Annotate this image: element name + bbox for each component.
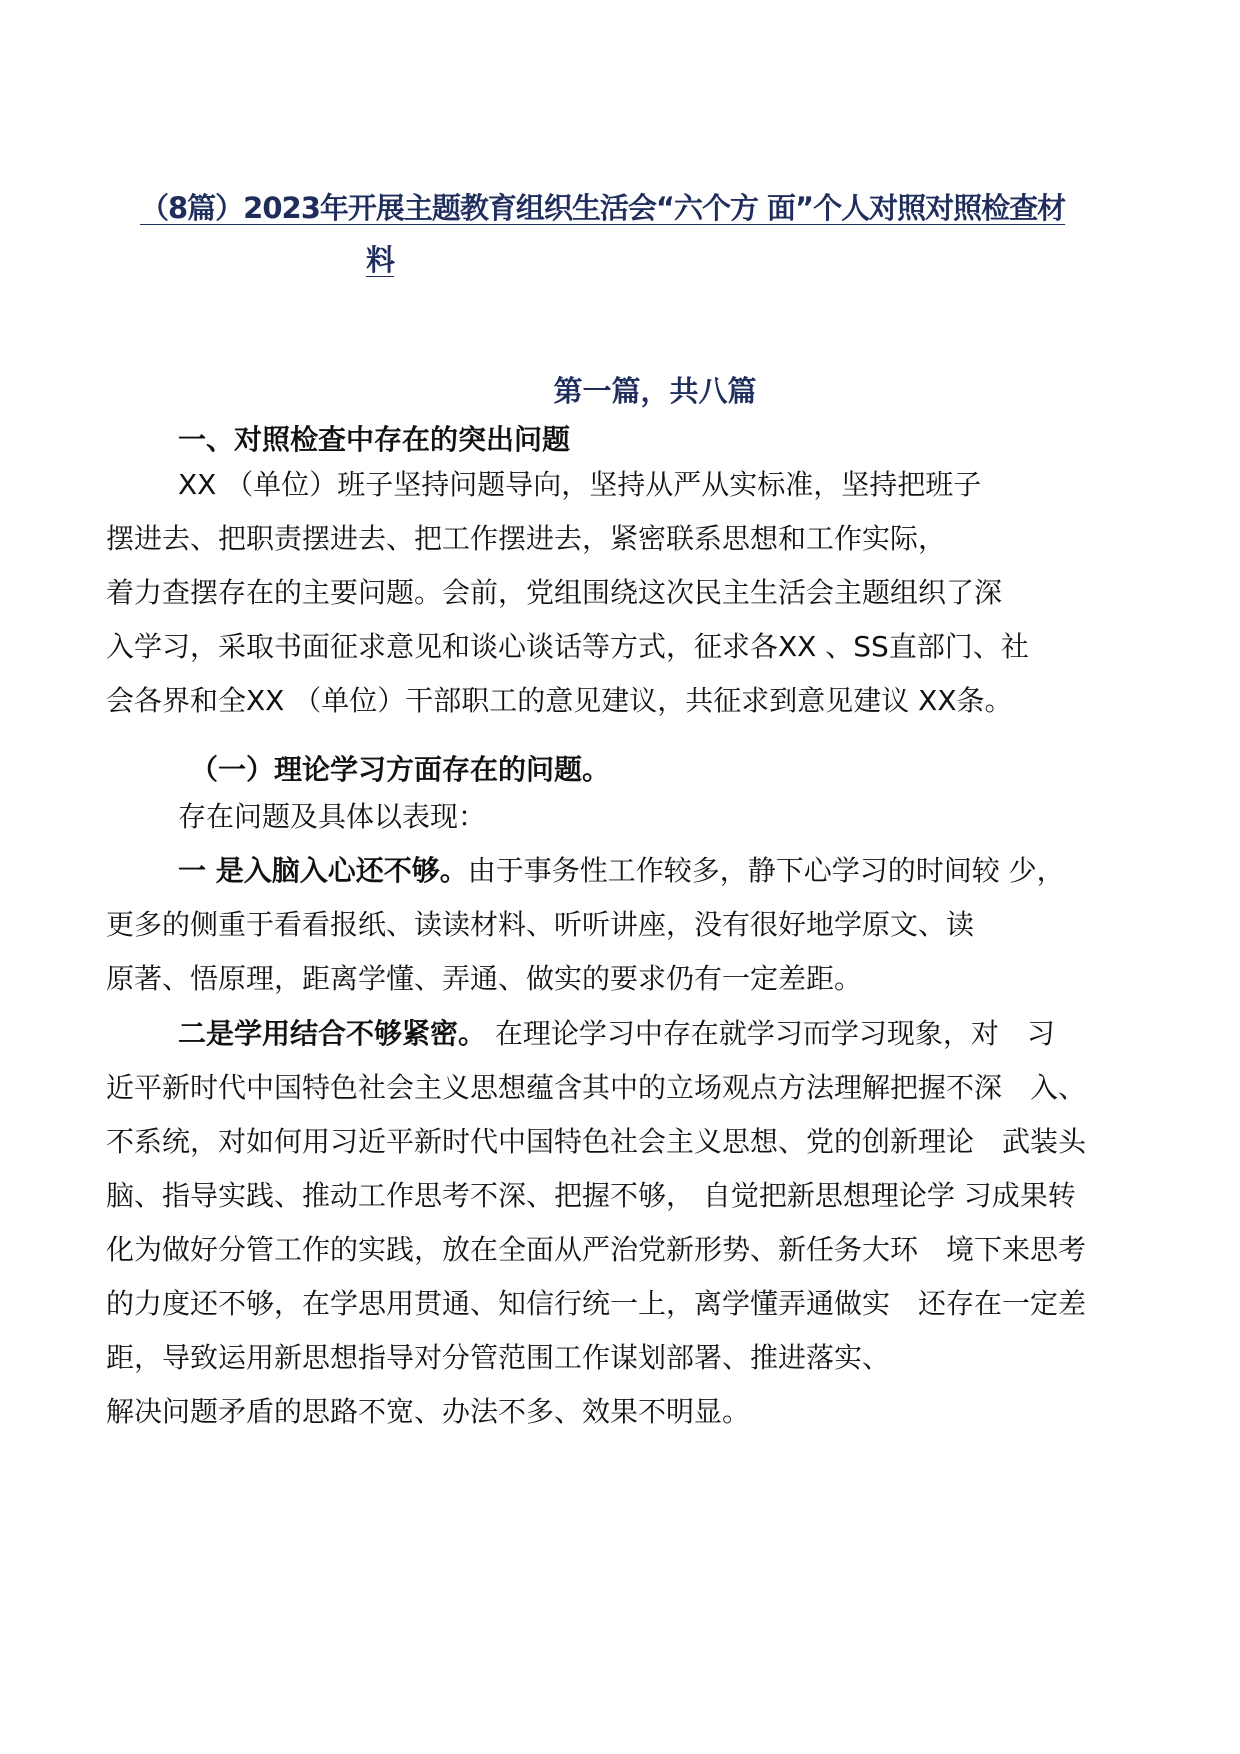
point-2-line: 近平新时代中国特色社会主义思想蕴含其中的立场观点方法理解把握不深 入、 — [106, 1071, 1087, 1104]
intro-line: 会各界和全XX （单位）干部职工的意见建议，共征求到意见建议 XX条。 — [106, 684, 1013, 717]
intro-paragraph — [106, 458, 1146, 728]
point-2-line: 化为做好分管工作的实践，放在全面从严治党新形势、新任务大环 境下来思考 — [106, 1233, 1087, 1266]
point-2-line: 不系统，对如何用习近平新时代中国特色社会主义思想、党的创新理论 武装头 — [106, 1125, 1087, 1158]
point-1-paragraph — [106, 844, 1146, 1006]
problems-intro-paragraph — [106, 790, 1146, 844]
document-title-line-1: （8篇）2023年开展主题教育组织生活会“六个方 面”个人对照对照检查材 — [140, 191, 1066, 225]
intro-line: XX （单位）班子坚持问题导向，坚持从严从实标准，坚持把班子 — [178, 468, 982, 501]
document-title-line-2: 料 — [366, 243, 395, 277]
point-1-line: 原著、悟原理，距离学懂、弄通、做实的要求仍有一定差距。 — [106, 962, 863, 995]
point-2-first-line — [106, 1007, 1146, 1061]
heading-1: 一、对照检查中存在的突出问题 — [178, 423, 571, 456]
point-1-lead: 一 是入脑入心还不够。 — [178, 854, 468, 887]
problems-intro: 存在问题及具体以表现： — [178, 800, 487, 833]
point-2-line: 脑、指导实践、推动工作思考不深、把握不够， 自觉把新思想理论学 习成果转 — [106, 1179, 1076, 1212]
point-2-paragraph — [106, 1007, 1146, 1439]
document-title — [140, 182, 1100, 286]
intro-line: 摆进去、把职责摆进去、把工作摆进去，紧密联系思想和工作实际， — [106, 522, 947, 555]
point-1-first-line — [106, 844, 1146, 898]
point-2-lead: 二是学用结合不够紧密。 — [178, 1017, 487, 1050]
point-1-text: 由于事务性工作较多，静下心学习的时间较 少， — [467, 854, 1065, 887]
intro-line: 入学习，采取书面征求意见和谈心谈话等方式，征求各XX 、SS直部门、社 — [106, 630, 1029, 663]
point-2-line: 的力度还不够，在学思用贯通、知信行统一上，离学懂弄通做实 还存在一定差 — [106, 1287, 1087, 1320]
point-2-line: 解决问题矛盾的思路不宽、办法不多、效果不明显。 — [106, 1395, 751, 1428]
point-2-text: 在理论学习中存在就学习而学习现象，对 习 — [486, 1017, 1055, 1050]
subheading-1: （一）理论学习方面存在的问题。 — [190, 753, 611, 786]
point-1-line: 更多的侧重于看看报纸、读读材料、听听讲座，没有很好地学原文、读 — [106, 908, 975, 941]
point-2-line: 距，导致运用新思想指导对分管范围工作谋划部署、推进落实、 — [106, 1341, 891, 1374]
section-title: 第一篇，共八篇 — [553, 374, 757, 408]
intro-line: 着力查摆存在的主要问题。会前，党组围绕这次民主生活会主题组织了深 — [106, 576, 1003, 609]
